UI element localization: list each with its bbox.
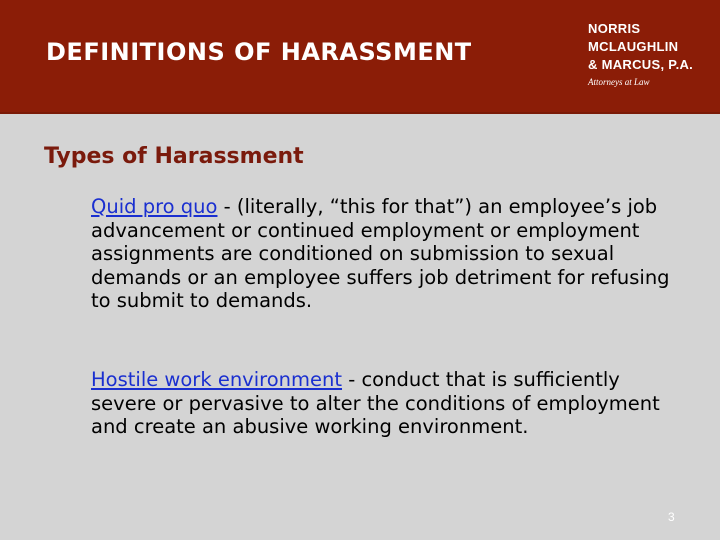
page-number: 3 — [668, 510, 675, 524]
section-heading: Types of Harassment — [44, 144, 304, 169]
definition-hostile-work-environment — [91, 368, 691, 439]
term-link-hostile-work-environment[interactable]: Hostile work environment — [91, 368, 343, 391]
logo-line-3: & MARCUS, P.A. — [588, 57, 694, 72]
logo-line-2: MCLAUGHLIN — [588, 39, 679, 54]
firm-logo — [588, 20, 693, 87]
definition-text: - conduct that is sufficiently severe or pervasive to alter the conditions of employment and create an abusive working environment. — [91, 368, 660, 438]
slide-title: DEFINITIONS OF HARASSMENT — [46, 38, 472, 66]
logo-line-1: NORRIS — [588, 21, 641, 36]
logo-tagline: Attorneys at Law — [588, 77, 650, 87]
definition-quid-pro-quo — [91, 195, 691, 313]
term-link-quid-pro-quo[interactable]: Quid pro quo — [91, 195, 218, 218]
definition-text: - (literally, “this for that”) an employee’s job advancement or continued employment or employment assignments are conditioned on submission to sexual demands or an employee suffers job detriment for refusing to submit to demands. — [91, 195, 670, 312]
header-bar — [0, 0, 720, 114]
